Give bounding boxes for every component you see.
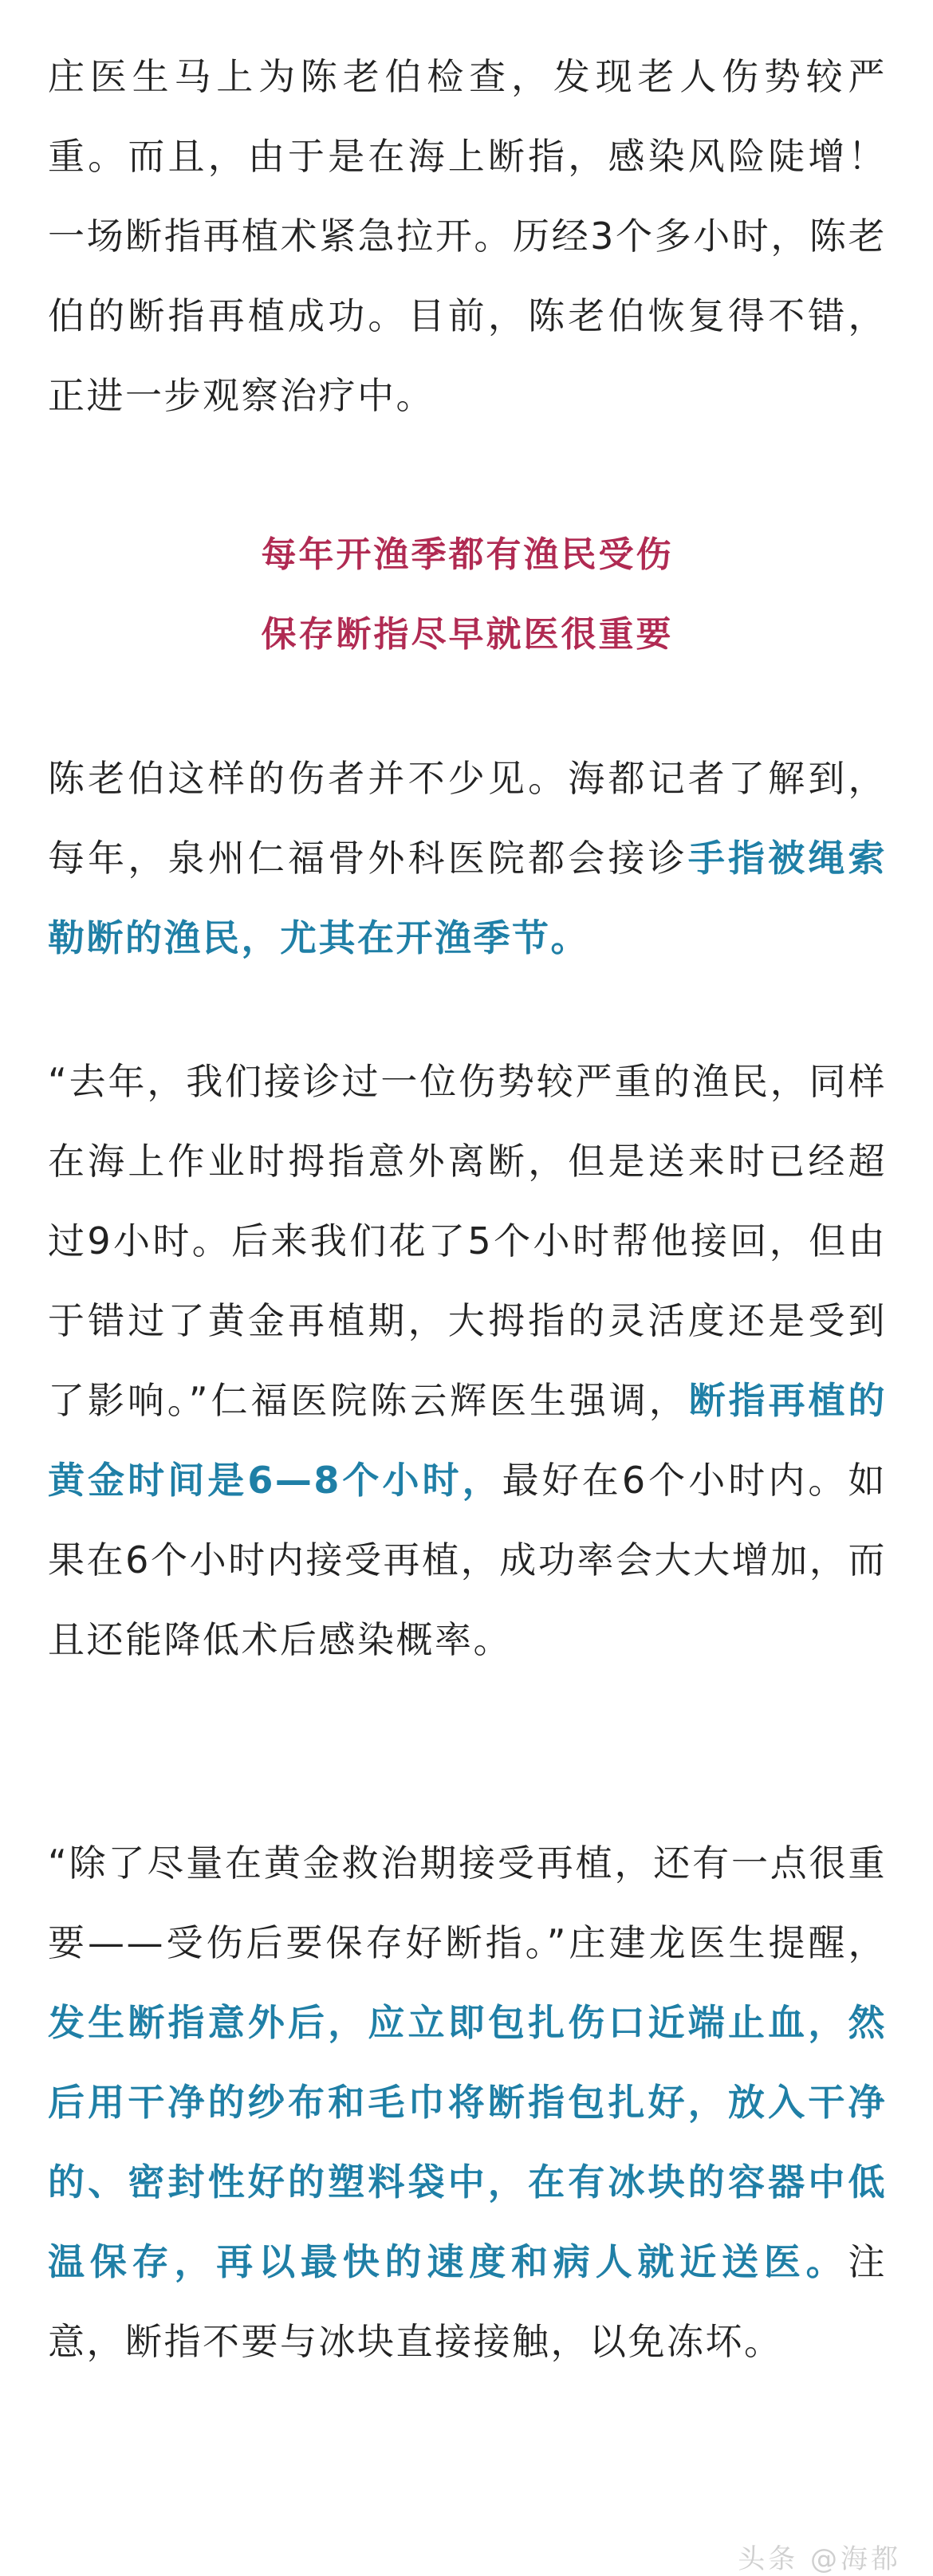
paragraph-text: 庄医生马上为陈老伯检查，发现老人伤势较严重。而且，由于是在海上断指，感染风险陡增！一场断指再植术紧急拉开。历经3个多小时，陈老伯的断指再植成功。目前，陈老伯恢复得不错，正进一步观察治疗中。 (48, 55, 887, 417)
section-heading-line-1: 每年开渔季都有渔民受伤 (261, 534, 674, 575)
paragraph-common-injury (48, 739, 887, 978)
paragraph-preserve-finger (48, 1823, 887, 2381)
watermark: 头条 @海都 (738, 2543, 901, 2575)
paragraph-text: “去年，我们接诊过一位伤势较严重的渔民，同样在海上作业时拇指意外离断，但是送来时已经超过9小时。后来我们花了5个小时帮他接回，但由于错过了黄金再植期，大拇指的灵活度还是受到了影响。”仁福医院陈云辉医生强调， (48, 1060, 887, 1422)
section-heading-line-2: 保存断指尽早就医很重要 (261, 614, 674, 655)
paragraph-golden-time (48, 1042, 887, 1680)
paragraph-text: 注意，断指不要与冰块直接接触，以免冻坏。 (48, 2240, 887, 2363)
highlighted-text: 手指被绳索勒断的渔民，尤其在开渔季节。 (48, 837, 888, 959)
paragraph-text: 陈老伯这样的伤者并不少见。海都记者了解到，每年，泉州仁福骨外科医院都会接诊 (48, 757, 887, 880)
section-heading (48, 515, 887, 675)
paragraph-text: 最好在6个小时内。如果在6个小时内接受再植，成功率会大大增加，而且还能降低术后感染概率。 (48, 1459, 887, 1661)
paragraph-text: “除了尽量在黄金救治期接受再植，还有一点很重要——受伤后要保存好断指。”庄建龙医生提醒， (48, 1841, 887, 1964)
highlighted-text: 发生断指意外后，应立即包扎伤口近端止血，然后用干净的纱布和毛巾将断指包扎好，放入干净的、密封性好的塑料袋中，在有冰块的容器中低温保存，再以最快的速度和病人就近送医。 (48, 2001, 887, 2283)
highlighted-text: 断指再植的黄金时间是6—8个小时， (48, 1379, 887, 1502)
paragraph-surgery-result (48, 37, 887, 435)
